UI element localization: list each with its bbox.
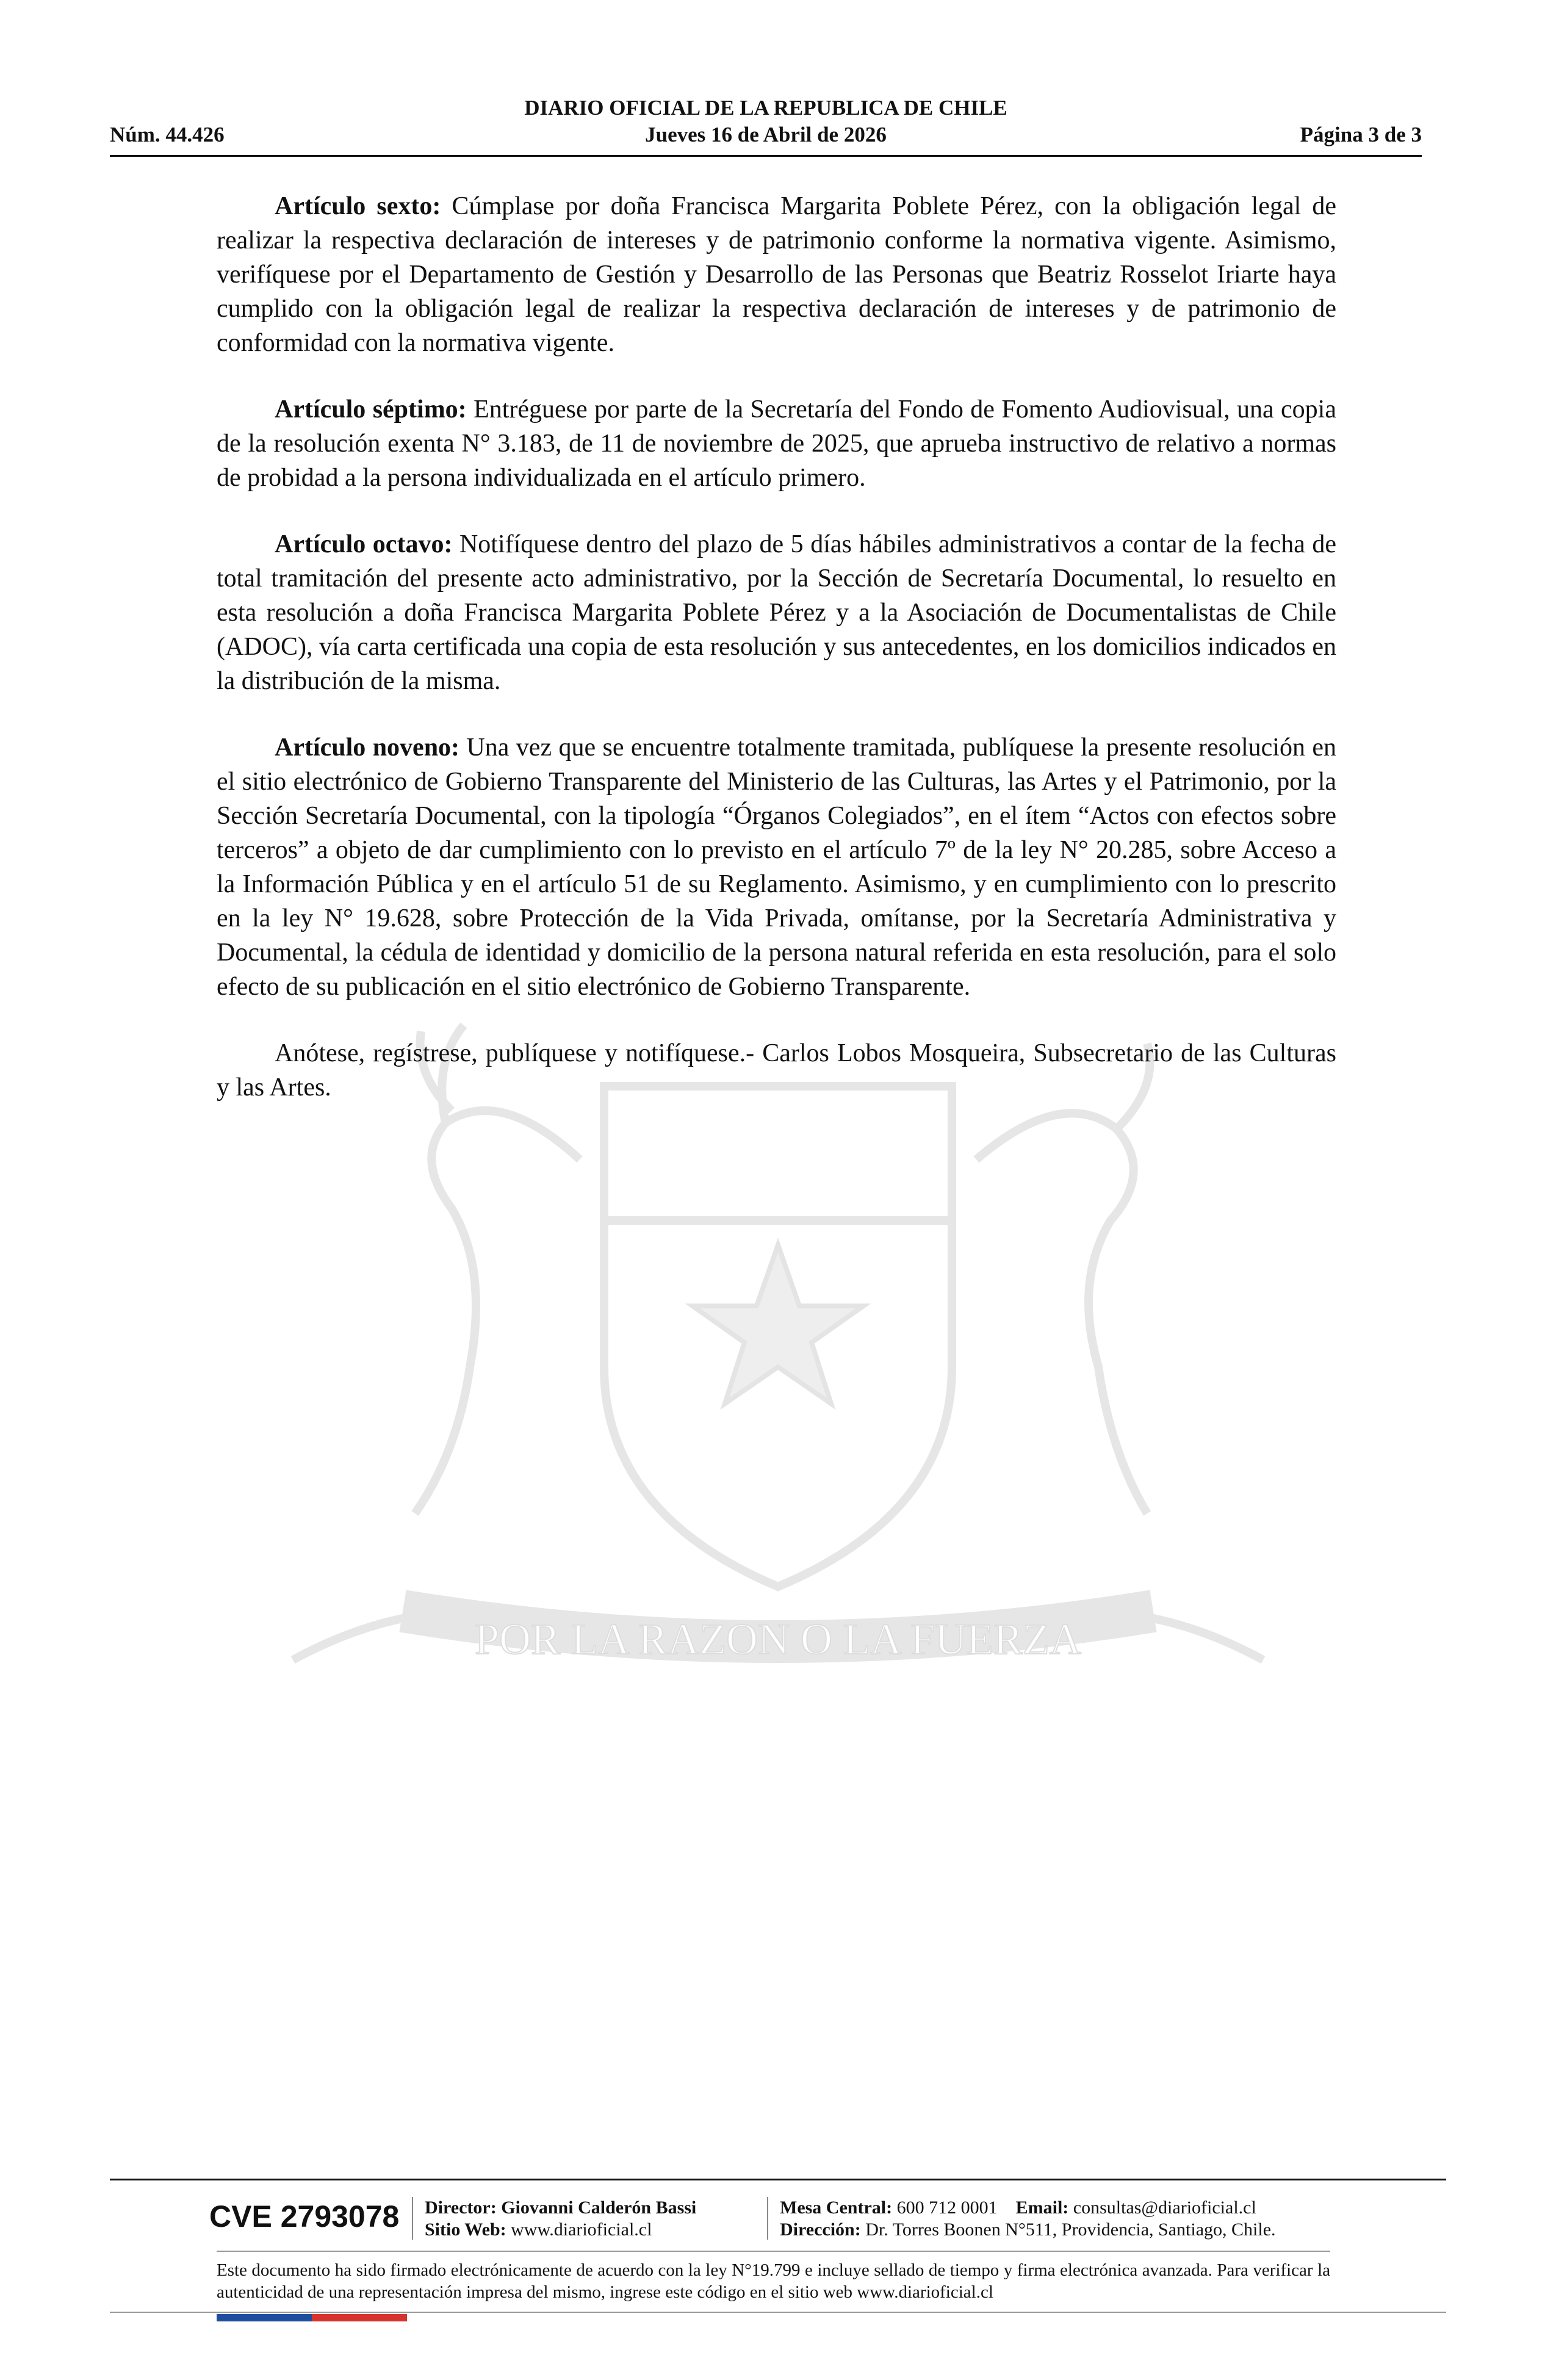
- article-heading: Artículo octavo:: [275, 530, 453, 558]
- phone-number: 600 712 0001: [896, 2198, 998, 2218]
- article-heading: Artículo séptimo:: [275, 395, 467, 424]
- footer-contact-block: [780, 2197, 1276, 2241]
- page-header: [110, 95, 1422, 162]
- article-heading: Artículo noveno:: [275, 734, 460, 762]
- document-body: [217, 189, 1336, 1137]
- footer-inner-divider: [217, 2251, 1330, 2252]
- address-label: Dirección:: [780, 2220, 861, 2240]
- signature-notice: Este documento ha sido firmado electrónicamente de acuerdo con la ley N°19.799 e incluye sellado de tiempo y firma electrónica avanzada. Para verificar la autenticidad de una representación impresa del mismo, ingrese este código en el sitio web www.diarioficial.cl: [217, 2260, 1330, 2302]
- header-divider: [110, 155, 1422, 157]
- article-octavo: [217, 527, 1336, 698]
- closing-paragraph: Anótese, regístrese, publíquese y notifíquese.- Carlos Lobos Mosqueira, Subsecretario de las Culturas y las Artes.: [217, 1039, 1336, 1102]
- issue-number: Núm. 44.426: [110, 123, 225, 146]
- phone-label: Mesa Central:: [780, 2198, 893, 2218]
- article-text: Una vez que se encuentre totalmente tramitada, publíquese la presente resolución en el sitio electrónico de Gobierno Transparente del Ministerio de las Culturas, las Artes y el Patrimonio, por la Sección Secretaría Documental, con la tipología “Órganos Colegiados”, en el ítem “Actos con efectos sobre terceros” a objeto de dar cumplimiento con lo previsto en el artículo 7º de la ley N° 20.285, sobre Acceso a la Información Pública y en el artículo 51 de su Reglamento. Asimismo, y en cumplimiento con lo prescrito en la ley N° 19.628, sobre Protección de la Vida Privada, omítanse, por la Secretaría Administrativa y Documental, la cédula de identidad y domicilio de la persona natural referida en esta resolución, para el solo efecto de su publicación en el sitio electrónico de Gobierno Transparente.: [217, 734, 1336, 1001]
- page-footer: [110, 2179, 1446, 2331]
- footer-director-block: [425, 2197, 696, 2241]
- director-label: Director:: [425, 2198, 497, 2218]
- flag-blue-segment: [217, 2314, 312, 2321]
- page-number: Página 3 de 3: [1300, 123, 1422, 146]
- flag-color-bar: [217, 2314, 407, 2321]
- footer-bottom-divider: [110, 2312, 1446, 2313]
- footer-separator: [412, 2197, 413, 2240]
- email-link[interactable]: consultas@diarioficial.cl: [1073, 2198, 1256, 2218]
- website-link[interactable]: www.diarioficial.cl: [511, 2220, 652, 2240]
- address-value: Dr. Torres Boonen N°511, Providencia, Santiago, Chile.: [865, 2220, 1276, 2240]
- flag-red-segment: [312, 2314, 407, 2321]
- article-heading: Artículo sexto:: [275, 192, 441, 220]
- gazette-title: DIARIO OFICIAL DE LA REPUBLICA DE CHILE: [524, 96, 1007, 120]
- article-text: Notifíquese dentro del plazo de 5 días hábiles administrativos a contar de la fecha de total tramitación del presente acto administrativo, por la Sección de Secretaría Documental, lo resuelto en esta resolución a doña Francisca Margarita Poblete Pérez y a la Asociación de Documentalistas de Chile (ADOC), vía carta certificada una copia de esta resolución y sus antecedentes, en los domicilios indicados en la distribución de la misma.: [217, 530, 1336, 695]
- article-text: Entréguese por parte de la Secretaría del Fondo de Fomento Audiovisual, una copia de la resolución exenta N° 3.183, de 11 de noviembre de 2025, que aprueba instructivo de relativo a normas de probidad a la persona individualizada en el artículo primero.: [217, 395, 1336, 492]
- cve-code: CVE 2793078: [209, 2199, 400, 2234]
- email-label: Email:: [1015, 2198, 1069, 2218]
- website-label: Sitio Web:: [425, 2220, 506, 2240]
- article-septimo: [217, 392, 1336, 495]
- footer-divider: [110, 2179, 1446, 2180]
- watermark-motto: POR LA RAZON O LA FUERZA: [474, 1615, 1082, 1664]
- director-name: Giovanni Calderón Bassi: [501, 2198, 697, 2218]
- article-text: Cúmplase por doña Francisca Margarita Poblete Pérez, con la obligación legal de realizar la respectiva declaración de intereses y de patrimonio conforme la normativa vigente. Asimismo, verifíquese por el Departamento de Gestión y Desarrollo de las Personas que Beatriz Rosselot Iriarte haya cumplido con la obligación legal de realizar la respectiva declaración de intereses y de patrimonio de conformidad con la normativa vigente.: [217, 192, 1336, 357]
- issue-date: Jueves 16 de Abril de 2026: [645, 123, 887, 146]
- footer-separator: [767, 2197, 768, 2240]
- article-noveno: [217, 730, 1336, 1004]
- article-sexto: [217, 189, 1336, 360]
